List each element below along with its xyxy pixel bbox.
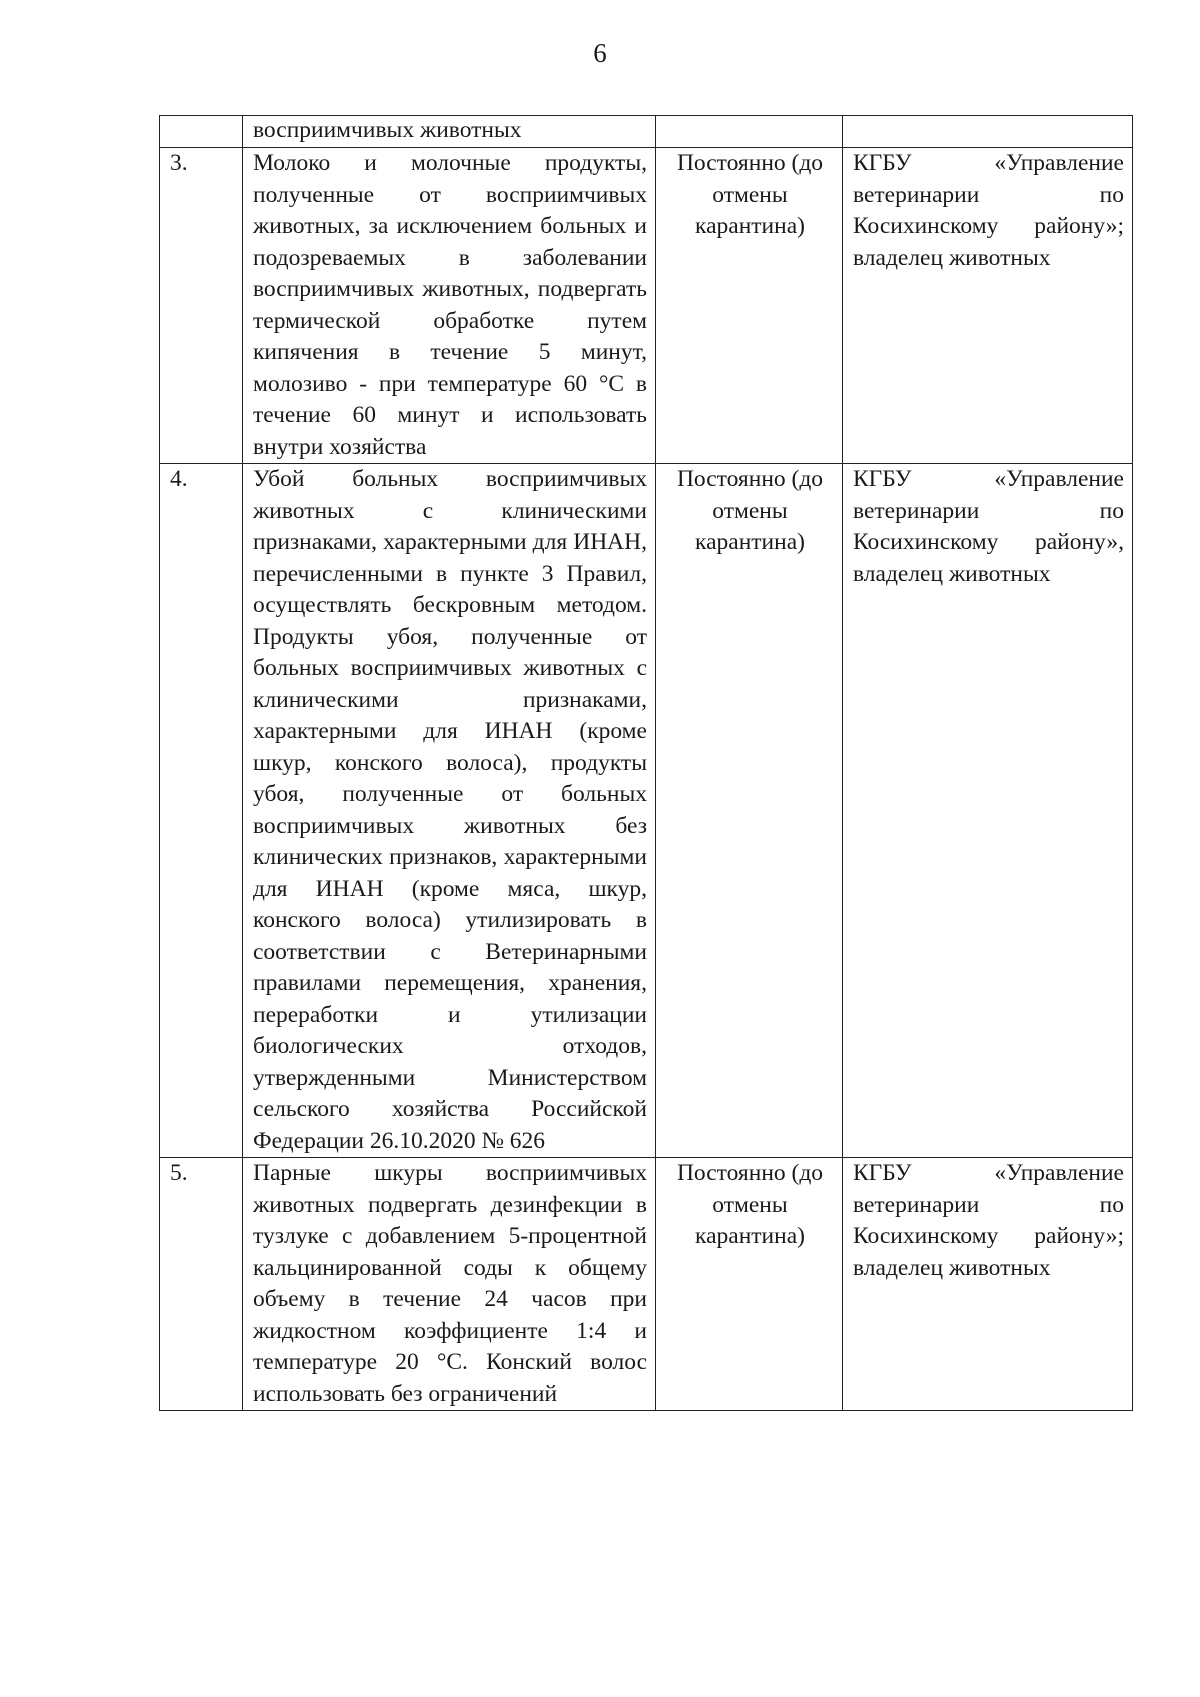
term-text (656, 116, 843, 148)
table-row (160, 148, 1133, 464)
measure-text: Парные шкуры восприимчивых животных подвергать дезинфекции в тузлуке с добавлением 5-процентной кальцинированной соды к общему объему в течение 24 часов при жидкостном коэффициенте 1:4 и температуре 20 °С. Конский волос использовать без ограничений (243, 1158, 656, 1411)
table-row (160, 1158, 1133, 1411)
measure-text: восприимчивых животных (243, 116, 656, 148)
row-number (160, 116, 243, 148)
row-number: 3. (160, 148, 243, 464)
term-text: Постоянно (до отмены карантина) (656, 464, 843, 1158)
responsible-text: КГБУ «Управление ветеринарии по Косихинскому району», владелец животных (843, 464, 1133, 1158)
page-number: 6 (593, 38, 607, 68)
responsible-text: КГБУ «Управление ветеринарии по Косихинскому району»; владелец животных (843, 1158, 1133, 1411)
measure-text: Убой больных восприимчивых животных с клиническими признаками, характерными для ИНАН, перечисленными в пункте 3 Правил, осуществлять бескровным методом. Продукты убоя, полученные от больных восприимчивых животных с клиническими признаками, характерными для ИНАН (кроме шкур, конского волоса), продукты убоя, полученные от больных восприимчивых животных без клинических признаков, характерными для ИНАН (кроме мяса, шкур, конского волоса) утилизировать в соответствии с Ветеринарными правилами перемещения, хранения, переработки и утилизации биологических отходов, утвержденными Министерством сельского хозяйства Российской Федерации 26.10.2020 № 626 (243, 464, 656, 1158)
term-text: Постоянно (до отмены карантина) (656, 148, 843, 464)
measures-table (159, 115, 1133, 1411)
responsible-text (843, 116, 1133, 148)
row-number: 5. (160, 1158, 243, 1411)
measure-text: Молоко и молочные продукты, полученные от восприимчивых животных, за исключением больных и подозреваемых в заболевании восприимчивых животных, подвергать термической обработке путем кипячения в течение 5 минут, молозиво - при температуре 60 °С в течение 60 минут и использовать внутри хозяйства (243, 148, 656, 464)
responsible-text: КГБУ «Управление ветеринарии по Косихинскому району»; владелец животных (843, 148, 1133, 464)
table-row (160, 116, 1133, 148)
table-row (160, 464, 1133, 1158)
term-text: Постоянно (до отмены карантина) (656, 1158, 843, 1411)
row-number: 4. (160, 464, 243, 1158)
